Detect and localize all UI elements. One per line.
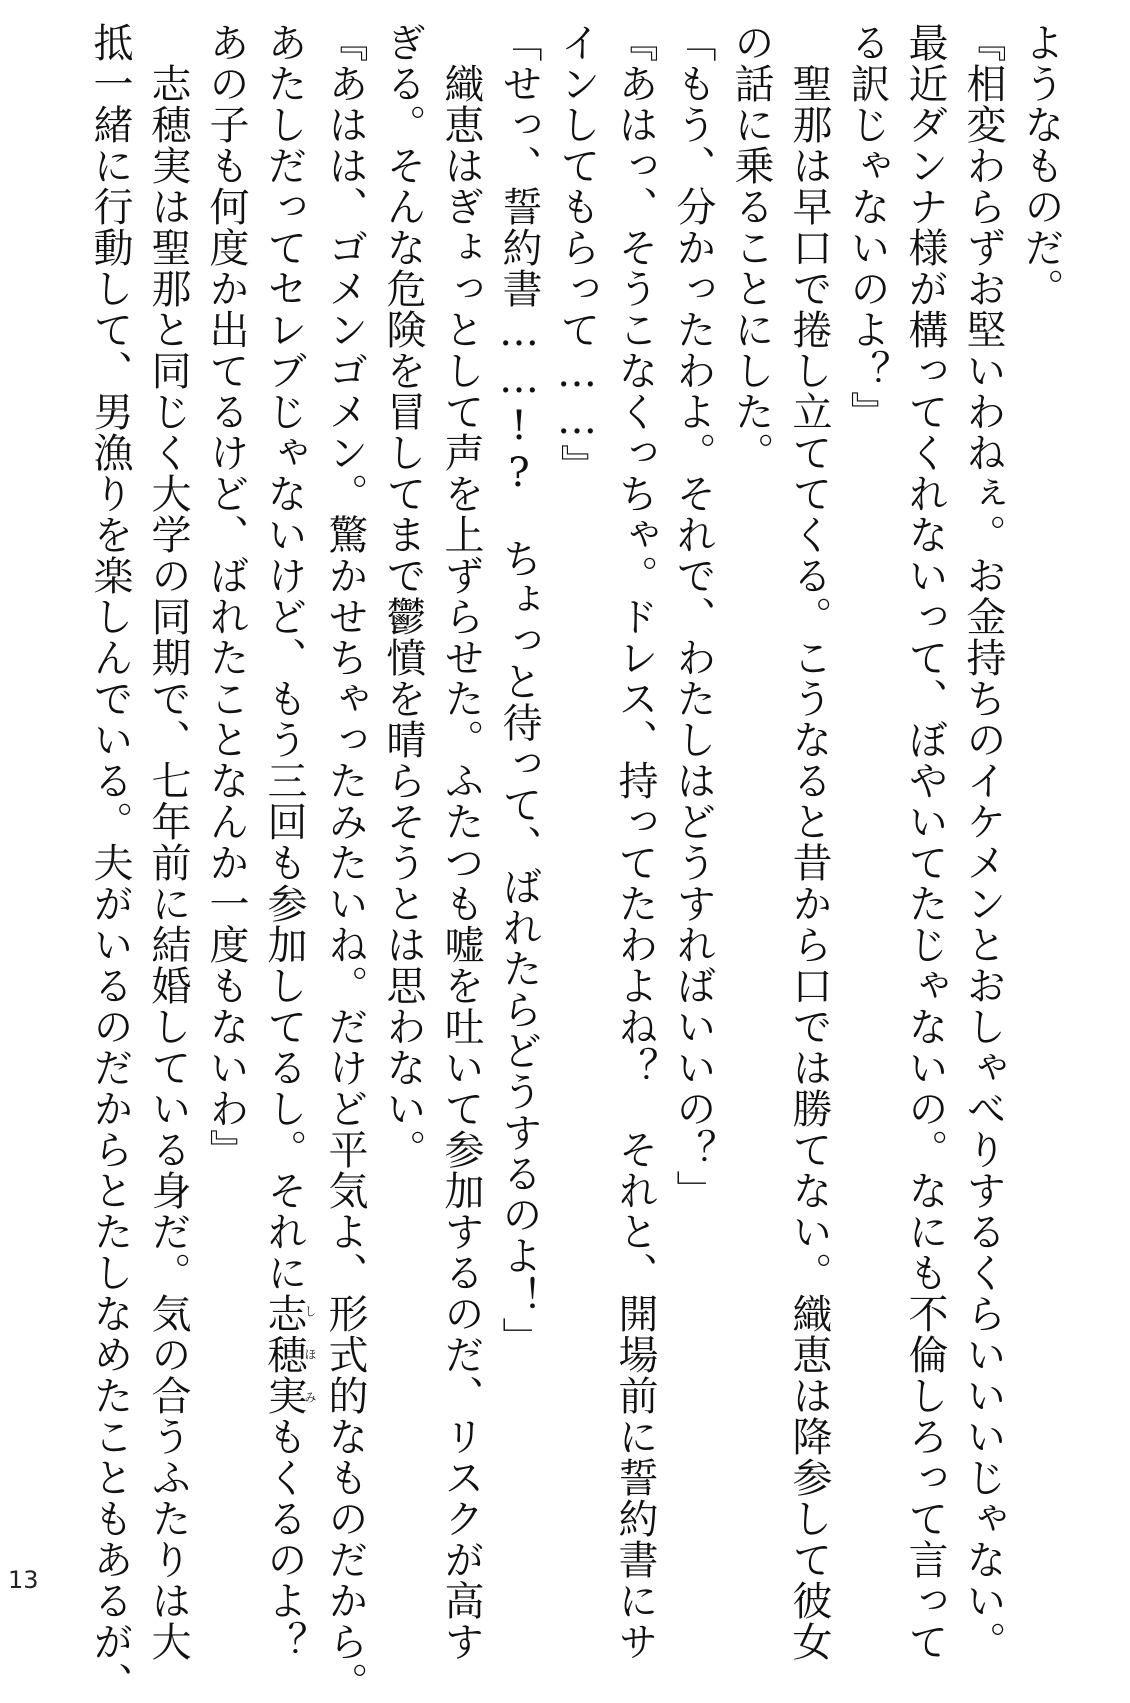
text-line: 『あはっ、そうこなくっちゃ。ドレス、持ってたわよね？ それと、開場前に誓約書にサ bbox=[612, 22, 658, 1662]
text-line-with-ruby bbox=[255, 22, 317, 1662]
text-line: 「もう、分かったわよ。それで、わたしはどうすればいいの？」 bbox=[670, 22, 716, 1211]
text-line: 「せっ、誓約書……!? ちょっと待って、ばれたらどうするのよ！」 bbox=[496, 22, 542, 1358]
ruby-reading: しほみ bbox=[303, 1293, 317, 1416]
vertical-body-text bbox=[81, 22, 1070, 1703]
ruby-line-prefix: あたしだってセレブじゃないけど、もう三回も参加してるし。それに bbox=[261, 22, 307, 1293]
text-line: 聖那は早口で捲し立ててくる。こうなると昔から口では勝てない。織恵は降参して彼女 bbox=[786, 22, 832, 1662]
furigana-ruby bbox=[261, 1293, 317, 1416]
text-line: 織恵はぎょっとして声を上ずらせた。ふたつも嘘を吐いて参加するのだ、リスクが高す bbox=[438, 22, 484, 1662]
page-number: 13 bbox=[8, 1566, 39, 1594]
text-line: あの子も何度か出てるけど、ばれたことなんか一度もないわ』 bbox=[203, 22, 249, 1170]
text-line: の話に乗ることにした。 bbox=[728, 22, 774, 473]
ruby-base: 志穂実 bbox=[261, 1293, 307, 1416]
ruby-line-suffix: もくるのよ？ bbox=[261, 1416, 307, 1662]
text-line: 最近ダンナ様が構ってくれないって、ぼやいてたじゃないの。なにも不倫しろって言って bbox=[902, 22, 948, 1662]
text-line: 『相変わらずお堅いわねぇ。お金持ちのイケメンとおしゃべりするくらいいいじゃない。 bbox=[960, 22, 1006, 1662]
text-line: 志穂実は聖那と同じく大学の同期で、七年前に結婚している身だ。気の合うふたりは大 bbox=[145, 22, 191, 1662]
text-line: 『あはは、ゴメンゴメン。驚かせちゃったみたいね。だけど平気よ、形式的なものだから。 bbox=[322, 22, 368, 1703]
text-line: 抵一緒に行動して、男漁りを楽しんでいる。夫がいるのだからとたしなめたこともあるが、 bbox=[87, 22, 133, 1703]
text-line: ようなものだ。 bbox=[1018, 22, 1064, 309]
text-line: ぎる。そんな危険を冒してまで鬱憤を晴らそうとは思わない。 bbox=[380, 22, 426, 1170]
text-line: る訳じゃないのよ？』 bbox=[844, 22, 890, 432]
text-line: インしてもらって……』 bbox=[554, 22, 600, 485]
